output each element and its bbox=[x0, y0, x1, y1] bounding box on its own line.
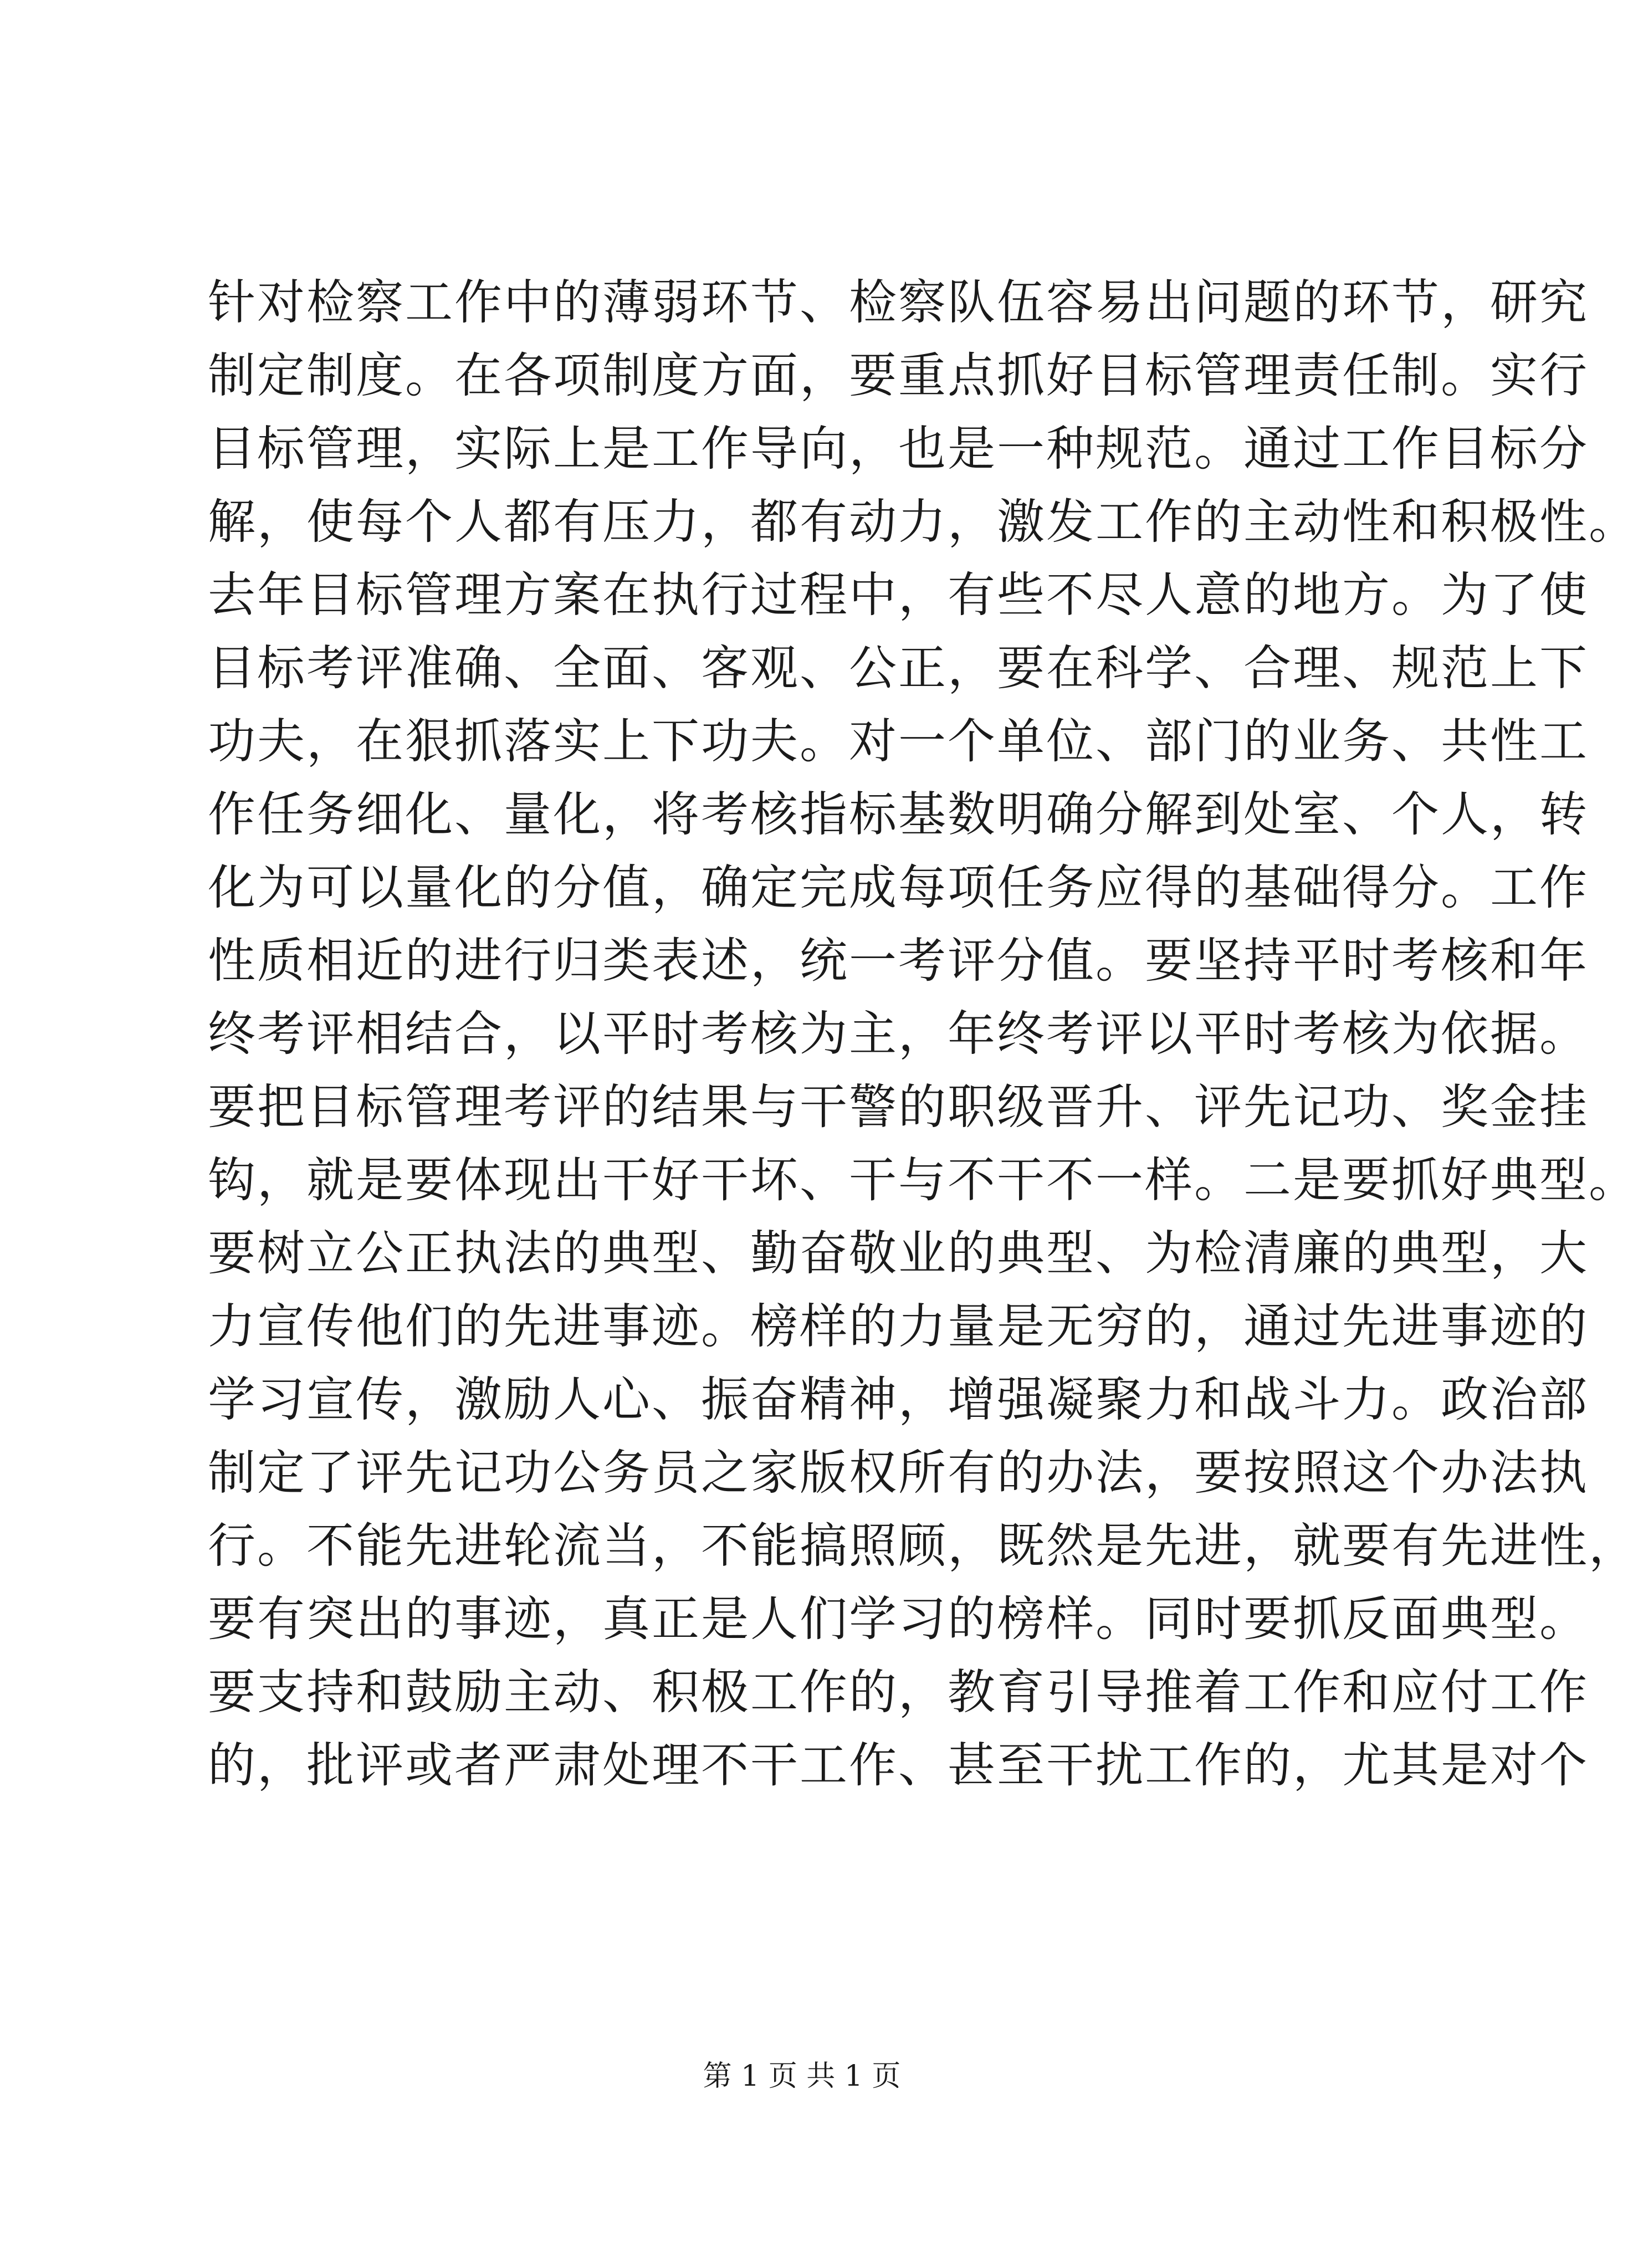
text-line: 要把目标管理考评的结果与干警的职级晋升、评先记功、奖金挂 bbox=[208, 1079, 1589, 1135]
text-line: 化为可以量化的分值，确定完成每项任务应得的基础得分。工作 bbox=[208, 860, 1589, 915]
text-line: 制定了评先记功公务员之家版权所有的办法，要按照这个办法执 bbox=[208, 1445, 1589, 1501]
text-line: 行。不能先进轮流当，不能搞照顾，既然是先进，就要有先进性， bbox=[208, 1518, 1638, 1574]
text-line: 制定制度。在各项制度方面，要重点抓好目标管理责任制。实行 bbox=[208, 348, 1589, 403]
text-line: 要支持和鼓励主动、积极工作的，教育引导推着工作和应付工作 bbox=[208, 1665, 1589, 1720]
text-line: 去年目标管理方案在执行过程中，有些不尽人意的地方。为了使 bbox=[208, 567, 1589, 623]
text-line: 钩，就是要体现出干好干坏、干与不干不一样。二是要抓好典型。 bbox=[208, 1153, 1638, 1208]
document-body bbox=[208, 266, 1638, 1802]
text-line: 针对检察工作中的薄弱环节、检察队伍容易出问题的环节，研究 bbox=[208, 275, 1589, 330]
page-number-footer: 第 1 页 共 1 页 bbox=[703, 2060, 901, 2093]
text-line: 目标管理，实际上是工作导向，也是一种规范。通过工作目标分 bbox=[208, 421, 1589, 477]
text-line: 功夫，在狠抓落实上下功夫。对一个单位、部门的业务、共性工 bbox=[208, 714, 1589, 769]
text-line: 要树立公正执法的典型、勤奋敬业的典型、为检清廉的典型，大 bbox=[208, 1226, 1589, 1281]
text-line: 性质相近的进行归类表述，统一考评分值。要坚持平时考核和年 bbox=[208, 933, 1589, 989]
text-line: 目标考评准确、全面、客观、公正，要在科学、合理、规范上下 bbox=[208, 641, 1589, 696]
text-line: 解，使每个人都有压力，都有动力，激发工作的主动性和积极性。 bbox=[208, 494, 1638, 550]
text-line: 终考评相结合，以平时考核为主，年终考评以平时考核为依据。 bbox=[208, 1006, 1589, 1062]
text-line: 作任务细化、量化，将考核指标基数明确分解到处室、个人，转 bbox=[208, 787, 1589, 842]
text-line: 学习宣传，激励人心、振奋精神，增强凝聚力和战斗力。政治部 bbox=[208, 1372, 1589, 1427]
text-line: 要有突出的事迹，真正是人们学习的榜样。同时要抓反面典型。 bbox=[208, 1591, 1589, 1647]
text-line: 力宣传他们的先进事迹。榜样的力量是无穷的，通过先进事迹的 bbox=[208, 1299, 1589, 1354]
text-line: 的，批评或者严肃处理不干工作、甚至干扰工作的，尤其是对个 bbox=[208, 1738, 1589, 1793]
